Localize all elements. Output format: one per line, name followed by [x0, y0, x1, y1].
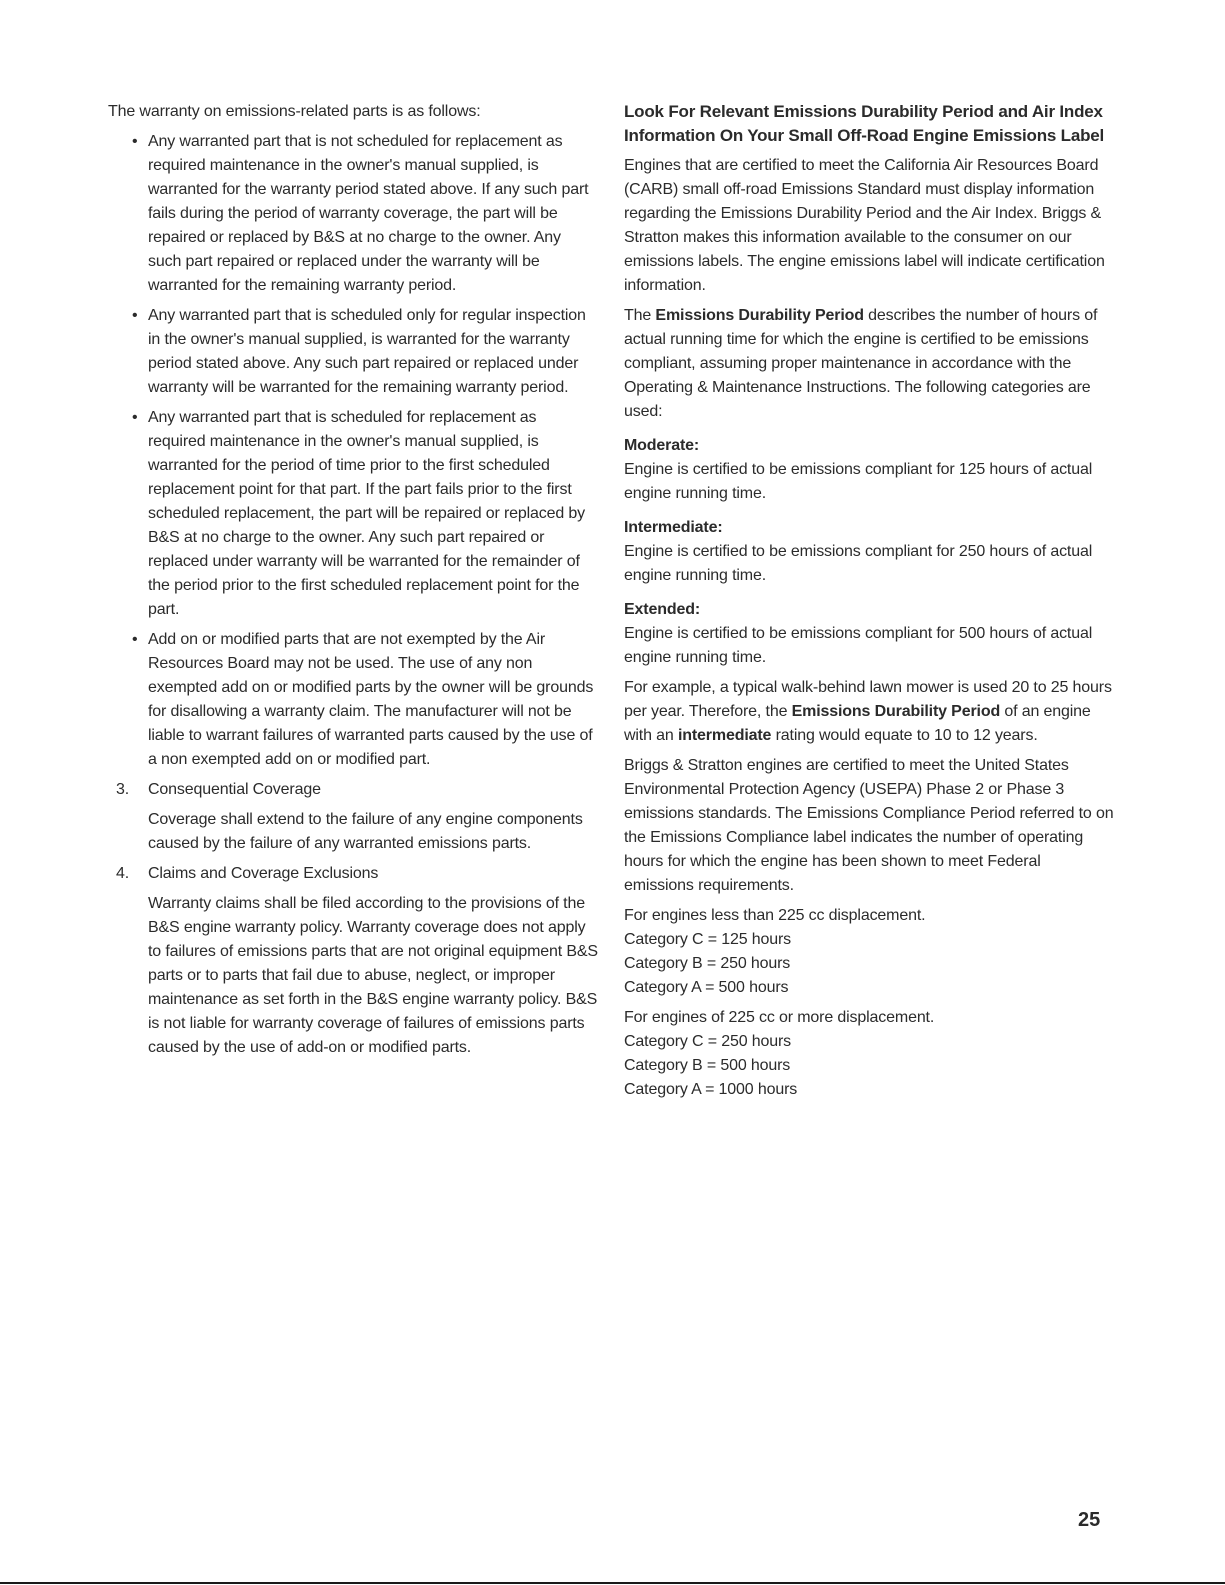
category-title-moderate: Moderate:: [624, 437, 700, 454]
numbered-item-consequential-coverage: [116, 778, 598, 856]
list-item: [132, 406, 598, 622]
item-body: Coverage shall extend to the failure of any engine components caused by the failure of any warranted emissions parts.: [148, 811, 583, 852]
text-run: For example, a typical walk-behind lawn mower is used 20 to 25 hours per year. Therefore, the: [624, 679, 1112, 720]
text-run: The: [624, 307, 656, 324]
bullet-icon: •: [132, 409, 138, 426]
category-line: Category B = 250 hours: [624, 955, 791, 972]
bullet-text: Add on or modified parts that are not exempted by the Air Resources Board may not be used. The use of any non exempted add on or modified parts by the owner will be grounds for disallowing a warranty claim. The manufacturer will not be liable to warrant failures of warranted parts caused by the use of a non exempted add on or modified part.: [148, 631, 594, 768]
bold-term: intermediate: [677, 727, 772, 744]
list-item: [132, 304, 598, 400]
durability-paragraph: [624, 304, 1114, 424]
category-text-intermediate: Engine is certified to be emissions compliant for 250 hours of actual engine running time.: [624, 543, 1093, 584]
category-list-heading: For engines less than 225 cc displacement.: [624, 907, 926, 924]
left-column: [108, 100, 598, 1066]
category-line: Category B = 500 hours: [624, 1057, 791, 1074]
bottom-rule: [0, 1582, 1225, 1584]
coverage-sections: [108, 778, 598, 1060]
item-number: 4.: [116, 865, 130, 882]
category-line: Category A = 1000 hours: [624, 1081, 798, 1098]
bullet-icon: •: [132, 307, 138, 324]
category-title-intermediate: Intermediate:: [624, 519, 723, 536]
section-heading: Look For Relevant Emissions Durability Period and Air Index Information On Your Small Off-Road Engine Emissions Label: [624, 102, 1105, 145]
usepa-paragraph: Briggs & Stratton engines are certified to meet the United States Environmental Protection Agency (USEPA) Phase 2 or Phase 3 emissions standards. The Emissions Compliance Period referred to on the Emissions Compliance label indicates the number of operating hours for which the engine has been shown to meet Federal emissions requirements.: [624, 757, 1114, 894]
right-column: [624, 100, 1114, 1108]
category-title-extended: Extended:: [624, 601, 700, 618]
bold-term: Emissions Durability Period: [655, 307, 864, 324]
bullet-text: Any warranted part that is not scheduled for replacement as required maintenance in the owner's manual supplied, is warranted for the warranty period stated above. If any such part fails during the period of warranty coverage, the part will be repaired or replaced by B&S at no charge to the owner. Any such part repaired or replaced under the warranty will be warranted for the remaining warranty period.: [148, 133, 589, 294]
category-text-moderate: Engine is certified to be emissions compliant for 125 hours of actual engine running time.: [624, 461, 1093, 502]
text-run: of an engine with an: [624, 703, 1091, 744]
warranty-parts-list: [108, 130, 598, 772]
text-run: describes the number of hours of actual running time for which the engine is certified to be emissions compliant, assuming proper maintenance in accordance with the Operating & Maintenance Instructions. The following categories are used:: [624, 307, 1098, 420]
carb-paragraph: Engines that are certified to meet the California Air Resources Board (CARB) small off-road Emissions Standard must display information regarding the Emissions Durability Period and the Air Index. Briggs & Stratton makes this information available to the consumer on our emissions labels. The engine emissions label will indicate certification information.: [624, 157, 1105, 294]
numbered-item-claims-exclusions: [116, 862, 598, 1060]
category-line: Category A = 500 hours: [624, 979, 789, 996]
category-text-extended: Engine is certified to be emissions compliant for 500 hours of actual engine running time.: [624, 625, 1093, 666]
bold-term: Emissions Durability Period: [791, 703, 1001, 720]
category-line: Category C = 125 hours: [624, 931, 792, 948]
category-list-225cc-or-more: [624, 1006, 1114, 1102]
bullet-text: Any warranted part that is scheduled only for regular inspection in the owner's manual supplied, is warranted for the warranty period stated above. Any such part repaired or replaced under warranty will be warranted for the remaining warranty period.: [148, 307, 586, 396]
example-paragraph: [624, 676, 1114, 748]
page-number: 25: [1078, 1509, 1101, 1531]
text-run: rating would equate to 10 to 12 years.: [771, 727, 1038, 744]
item-title: Consequential Coverage: [148, 781, 321, 798]
item-title: Claims and Coverage Exclusions: [148, 865, 379, 882]
bullet-text: Any warranted part that is scheduled for replacement as required maintenance in the owner's manual supplied, is warranted for the period of time prior to the first scheduled replacement point for that part. If the part fails prior to the first scheduled replacement, the part will be repaired or replaced by B&S at no charge to the owner. Any such part repaired or replaced under warranty will be warranted for the remainder of the period prior to the first scheduled replacement point for the part.: [148, 409, 586, 618]
item-number: 3.: [116, 781, 130, 798]
category-list-heading: For engines of 225 cc or more displacement.: [624, 1009, 935, 1026]
list-item: [132, 628, 598, 772]
bullet-icon: •: [132, 133, 138, 150]
intro-text: The warranty on emissions-related parts is as follows:: [108, 103, 481, 120]
list-item: [132, 130, 598, 298]
category-list-less-than-225cc: [624, 904, 1114, 1000]
category-line: Category C = 250 hours: [624, 1033, 792, 1050]
item-body: Warranty claims shall be filed according to the provisions of the B&S engine warranty policy. Warranty coverage does not apply to failures of emissions parts that are not original equipment B&S parts or to parts that fail due to abuse, neglect, or improper maintenance as set forth in the B&S engine warranty policy. B&S is not liable for warranty coverage of failures of emissions parts caused by the use of add-on or modified parts.: [148, 895, 598, 1056]
bullet-icon: •: [132, 631, 138, 648]
